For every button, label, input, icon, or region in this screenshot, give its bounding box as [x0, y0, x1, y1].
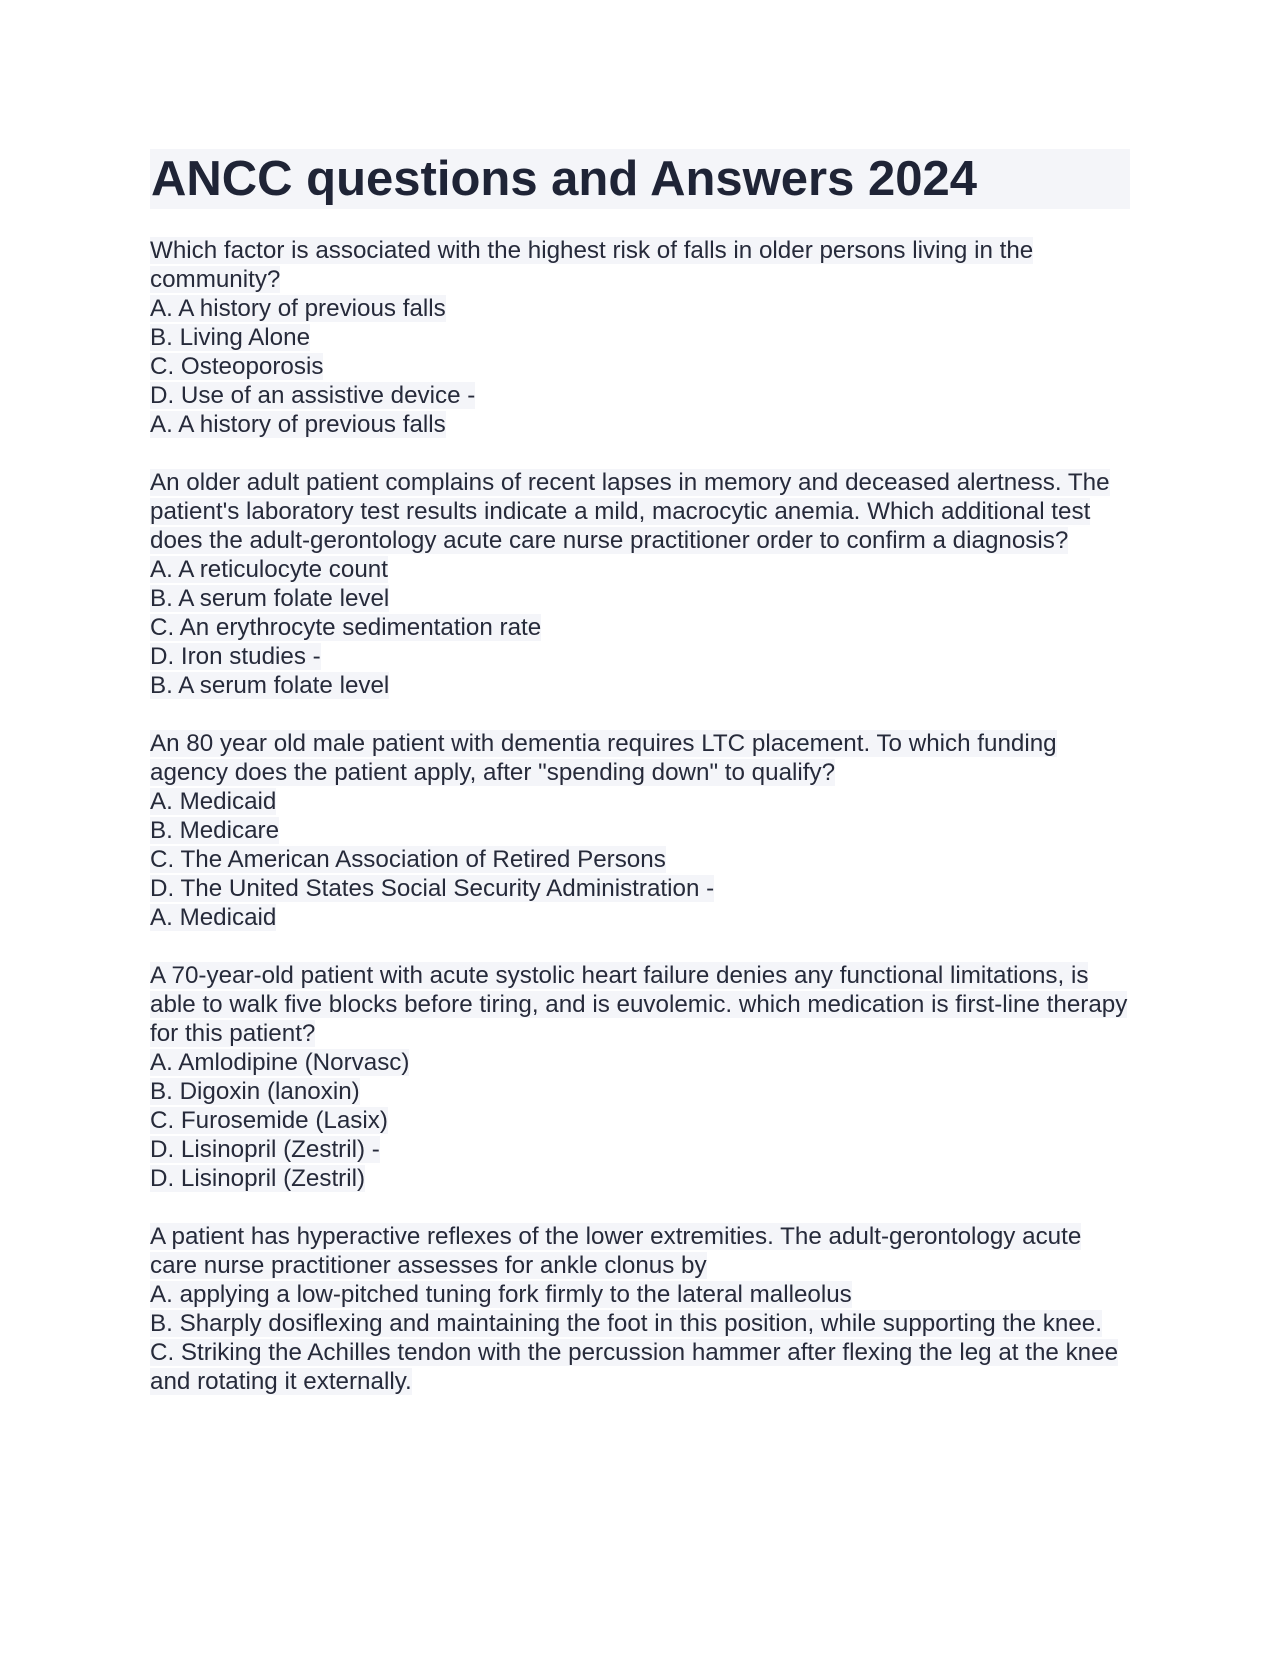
answer-option-d: D. Use of an assistive device -	[150, 382, 476, 409]
correct-answer: D. Lisinopril (Zestril)	[150, 1165, 366, 1192]
answer-option-c: C. Furosemide (Lasix)	[150, 1107, 388, 1134]
answer-option-b: B. Digoxin (lanoxin)	[150, 1078, 360, 1105]
answer-option-a: A. A history of previous falls	[150, 295, 446, 322]
answer-option-b: B. Sharply dosiflexing and maintaining the foot in this position, while supporting the knee.	[150, 1310, 1102, 1337]
answer-option-a: A. A reticulocyte count	[150, 556, 388, 583]
question-block-3	[150, 729, 1130, 932]
question-stem: Which factor is associated with the highest risk of falls in older persons living in the community?	[150, 237, 1034, 293]
question-block-1	[150, 236, 1130, 439]
document-page	[150, 149, 1130, 1425]
question-stem: A 70-year-old patient with acute systolic heart failure denies any functional limitations, is able to walk five blocks before tiring, and is euvolemic. which medication is first-line therapy for this patient?	[150, 962, 1128, 1047]
correct-answer: B. A serum folate level	[150, 672, 390, 699]
answer-option-b: B. Medicare	[150, 817, 280, 844]
answer-option-d: D. The United States Social Security Administration -	[150, 875, 715, 902]
question-stem: An 80 year old male patient with dementia requires LTC placement. To which funding agency does the patient apply, after "spending down" to qualify?	[150, 730, 1057, 786]
question-block-5	[150, 1222, 1130, 1396]
answer-option-d: D. Lisinopril (Zestril) -	[150, 1136, 380, 1163]
question-stem: A patient has hyperactive reflexes of the lower extremities. The adult-gerontology acute care nurse practitioner assesses for ankle clonus by	[150, 1223, 1082, 1279]
answer-option-c: C. An erythrocyte sedimentation rate	[150, 614, 542, 641]
answer-option-c: C. Striking the Achilles tendon with the percussion hammer after flexing the leg at the knee and rotating it externally.	[150, 1339, 1119, 1395]
question-block-4	[150, 961, 1130, 1193]
correct-answer: A. Medicaid	[150, 904, 277, 931]
answer-option-b: B. Living Alone	[150, 324, 311, 351]
answer-option-c: C. Osteoporosis	[150, 353, 324, 380]
document-title: ANCC questions and Answers 2024	[150, 149, 1130, 209]
answer-option-a: A. Medicaid	[150, 788, 277, 815]
question-block-2	[150, 468, 1130, 700]
answer-option-a: A. applying a low-pitched tuning fork firmly to the lateral malleolus	[150, 1281, 852, 1308]
correct-answer: A. A history of previous falls	[150, 411, 446, 438]
answer-option-b: B. A serum folate level	[150, 585, 390, 612]
answer-option-a: A. Amlodipine (Norvasc)	[150, 1049, 410, 1076]
question-stem: An older adult patient complains of recent lapses in memory and deceased alertness. The patient's laboratory test results indicate a mild, macrocytic anemia. Which additional test does the adult-gerontology acute care nurse practitioner order to confirm a diagnosis?	[150, 469, 1110, 554]
answer-option-c: C. The American Association of Retired Persons	[150, 846, 666, 873]
answer-option-d: D. Iron studies -	[150, 643, 321, 670]
